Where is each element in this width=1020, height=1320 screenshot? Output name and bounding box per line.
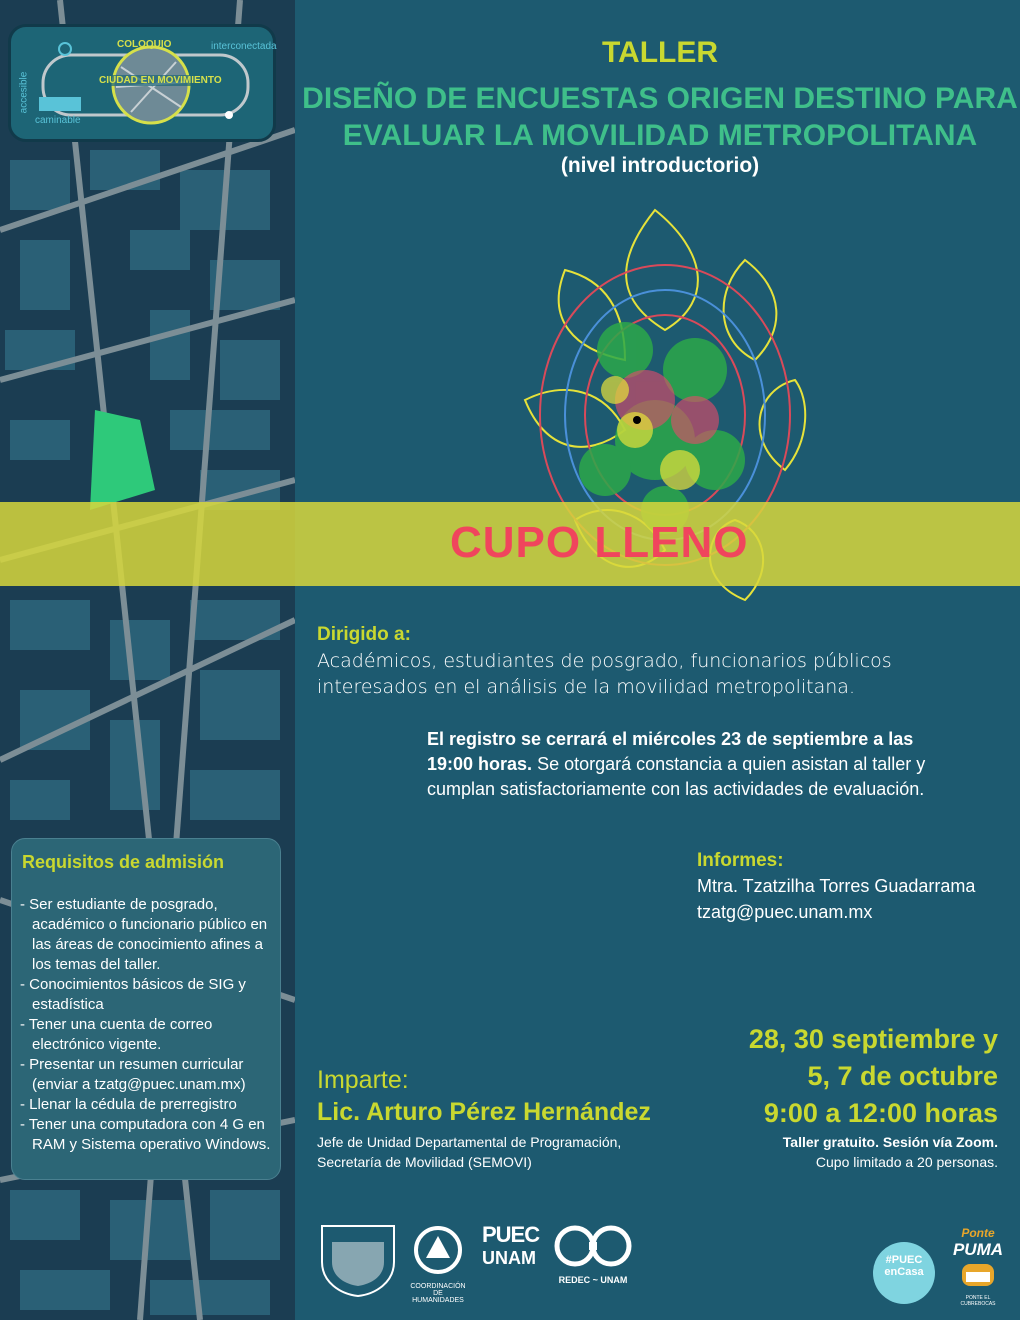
instructor-label: Imparte:: [317, 1066, 409, 1094]
requirement-item: - Llenar la cédula de prerregistro: [20, 1096, 237, 1113]
requirements-list: [20, 895, 275, 1155]
registration-note: [427, 727, 927, 802]
title-line-1: DISEÑO DE ENCUESTAS ORIGEN DESTINO PARA: [302, 82, 1018, 115]
registration-details: Se otorgará constancia a quien asistan al taller y cumplan satisfactoriamente con las actividades de evaluación.: [427, 754, 926, 799]
requirement-item: - Presentar un resumen curricular (enviar a tzatg@puec.unam.mx): [20, 1056, 246, 1093]
schedule-note-free: Taller gratuito. Sesión vía Zoom.: [782, 1134, 998, 1150]
ponte-text: Ponte: [961, 1226, 995, 1240]
audience-label: Dirigido a:: [317, 624, 411, 645]
requirement-item: - Ser estudiante de posgrado, académico o funcionario público en las áreas de conocimiento afines a los temas del taller.: [20, 896, 268, 973]
redec-label: REDEC ~ UNAM: [558, 1275, 628, 1285]
coloquio-ring: CIUDAD EN MOVIMIENTO: [99, 75, 222, 86]
info-label: Informes:: [697, 850, 784, 871]
schedule-hours: 9:00 a 12:00 horas: [763, 1098, 998, 1128]
schedule-dates-1: 28, 30 septiembre y: [748, 1024, 998, 1054]
coordinacion-humanidades-logo: [408, 1222, 468, 1304]
schedule-note-capacity: Cupo limitado a 20 personas.: [815, 1154, 998, 1170]
workshop-title: [300, 80, 1020, 154]
puec-unam-label: UNAM: [482, 1248, 536, 1268]
instructor-agency: Secretaría de Movilidad (SEMOVI): [317, 1154, 532, 1170]
info-contact-email[interactable]: tzatg@puec.unam.mx: [697, 902, 873, 922]
requirements-title: Requisitos de admisión: [22, 852, 225, 872]
coloquio-bottom: caminable: [35, 115, 81, 126]
redec-icon: [553, 1222, 633, 1270]
puma-mask-icon: [958, 1260, 998, 1290]
info-contact-name: Mtra. Tzatzilha Torres Guadarrama: [697, 876, 976, 896]
ponte-cubrebocas-text: PONTE EL CUBREBOCAS: [960, 1295, 996, 1307]
schedule-dates-2: 5, 7 de octubre: [807, 1061, 998, 1091]
workshop-kicker: TALLER: [601, 36, 719, 69]
encasa-label: enCasa: [884, 1266, 924, 1278]
requirement-item: - Conocimientos básicos de SIG y estadística: [20, 976, 246, 1013]
full-capacity-text: CUPO LLENO: [450, 518, 749, 567]
puma-text: PUMA: [952, 1240, 1004, 1259]
coloquio-badge: [8, 24, 276, 142]
puec-label: PUEC: [482, 1222, 540, 1247]
registration-deadline: El registro se cerrará el miércoles 23 de septiembre a las 19:00 horas.: [427, 729, 914, 774]
humanidades-label: COORDINACIÓN DE HUMANIDADES: [410, 1283, 466, 1304]
redec-unam-logo: [548, 1222, 638, 1285]
requirement-item: - Tener una computadora con 4 G en RAM y Sistema operativo Windows.: [20, 1116, 271, 1153]
unam-shield-logo: [318, 1222, 398, 1298]
encasa-hashtag: #PUEC: [885, 1254, 923, 1266]
coloquio-top: COLOQUIO: [117, 39, 172, 50]
title-line-2: EVALUAR LA MOVILIDAD METROPOLITANA: [342, 119, 978, 152]
coloquio-left: accesible: [18, 71, 30, 114]
puec-unam-logo: [482, 1222, 540, 1269]
ponte-puma-logo: [948, 1226, 1008, 1307]
humanidades-icon: [408, 1222, 468, 1278]
puec-encasa-logo: [873, 1242, 935, 1304]
audience-text: Académicos, estudiantes de posgrado, funcionarios públicos interesados en el análisis de la movilidad metropolitana.: [317, 650, 892, 698]
instructor-role: Jefe de Unidad Departamental de Programación,: [317, 1134, 622, 1150]
requirement-item: - Tener una cuenta de correo electrónico vigente.: [20, 1016, 213, 1053]
instructor-name: Lic. Arturo Pérez Hernández: [317, 1098, 651, 1126]
coloquio-right: interconectada: [211, 41, 277, 52]
workshop-subtitle: (nivel introductorio): [560, 154, 760, 177]
